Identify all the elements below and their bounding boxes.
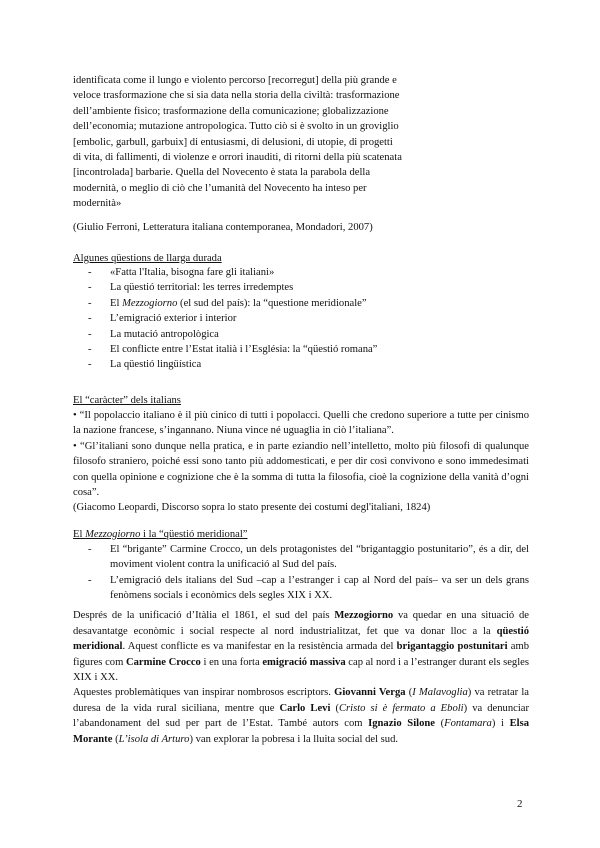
list-item: - L’emigració exterior i interior <box>88 311 377 326</box>
list-item: - La qüestió territorial: les terres irredemptes <box>88 280 377 295</box>
questions-heading: Algunes qüestions de llarga durada <box>73 253 222 264</box>
questions-list <box>88 265 377 373</box>
ferroni-source: (Giulio Ferroni, Letteratura italiana contemporanea, Mondadori, 2007) <box>73 222 373 233</box>
leopardi-source: (Giacomo Leopardi, Discorso sopra lo stato presente dei costumi degl'italiani, 1824) <box>73 502 431 514</box>
page-number: 2 <box>517 798 523 810</box>
mezzogiorno-paragraph-1: Després de la unificació d’Itàlia el 1861, el sud del país Mezzogiorno va quedar en una situació de desavantatge econòmic i social respecte al nord industrialitzat, fet que va donar lloc a la qüestió meridional. Aquest conflicte es va manifestar en la resistència armada del brigantaggio postunitari amb figures com Carmine Crocco i en una forta emigració massiva cap al nord i a l’estranger durant els segles XIX i XX. <box>73 610 529 684</box>
mezzogiorno-list <box>88 542 529 604</box>
caracter-body <box>73 408 529 516</box>
list-item: - L’emigració dels italians del Sud –cap a l’estranger i cap al Nord del país– va ser un dels grans fenòmens socials i econòmics dels segles XIX i XX. <box>88 573 529 604</box>
list-item: - La mutació antropològica <box>88 327 377 342</box>
mezzogiorno-paragraph-2: Aquestes problemàtiques van inspirar nombrosos escriptors. Giovanni Verga (I Malavoglia) va retratar la duresa de la vida rural siciliana, mentre que Carlo Levi (Cristo si è fermato a Eboli) va denunciar l’abandonament del sud per part de l’Estat. També autors com Ignazio Silone (Fontamara) i Elsa Morante (L’isola di Arturo) van explorar la pobresa i la lluita social del sud. <box>73 687 530 745</box>
list-item: - El “brigante” Carmine Crocco, un dels protagonistes del “brigantaggio postunitario”, és a dir, del moviment violent contra la unificació al Sud del país. <box>88 542 529 573</box>
ferroni-quote: identificata come il lungo e violento percorso [recorregut] della più grande e veloce trasformazione che si sia data nella storia della civiltà: trasformazione dell’ambiente fisico; trasformazione della comunicazione; globalizzazione dell’economia; mutazione antropologica. Tutto ciò si è svolto in un groviglio [embolic, garbull, garbuix] di entusiasmi, di delusioni, di utopie, di progetti di vita, di fallimenti, di violenze e orrori inauditi, di ritorni della più scatenata [incontrolada] barbarie. Quella del Novecento è stata la parabola della modernità, o meglio di ciò che l’umanità del Novecento ha inteso per modernità» <box>73 75 402 210</box>
leopardi-quote-1: • “Il popolaccio italiano è il più cinico di tutti i popolacci. Quelli che credono superiore a tutte per cinismo la nazione francese, s’ingannano. Niuna vince né uguaglia in ciò l’italiana”. <box>73 410 529 437</box>
caracter-heading: El “caràcter” dels italians <box>73 395 181 406</box>
list-item <box>88 296 377 311</box>
leopardi-quote-2: • “Gl’italiani sono dunque nella pratica, e in parte eziandio nell’intelletto, molto più filosofi di qualunque filosofo straniero, poiché essi sono tanto più addomesticati, e per dir così convivono e sono immedesimati con quella opinione e cognizione che è la somma di tutta la filosofia, cioè la cognizione della vanità d’ogni cosa”. <box>73 440 529 499</box>
list-item: - La qüestió lingüística <box>88 357 377 372</box>
mezzogiorno-heading: El Mezzogiorno i la “qüestió meridional” <box>73 529 248 540</box>
list-item: - El conflicte entre l’Estat italià i l’Església: la “qüestió romana” <box>88 342 377 357</box>
list-item-text: El Mezzogiorno (el sud del país): la “questione meridionale” <box>110 297 367 309</box>
list-item: - «Fatta l'Italia, bisogna fare gli italiani» <box>88 265 377 280</box>
